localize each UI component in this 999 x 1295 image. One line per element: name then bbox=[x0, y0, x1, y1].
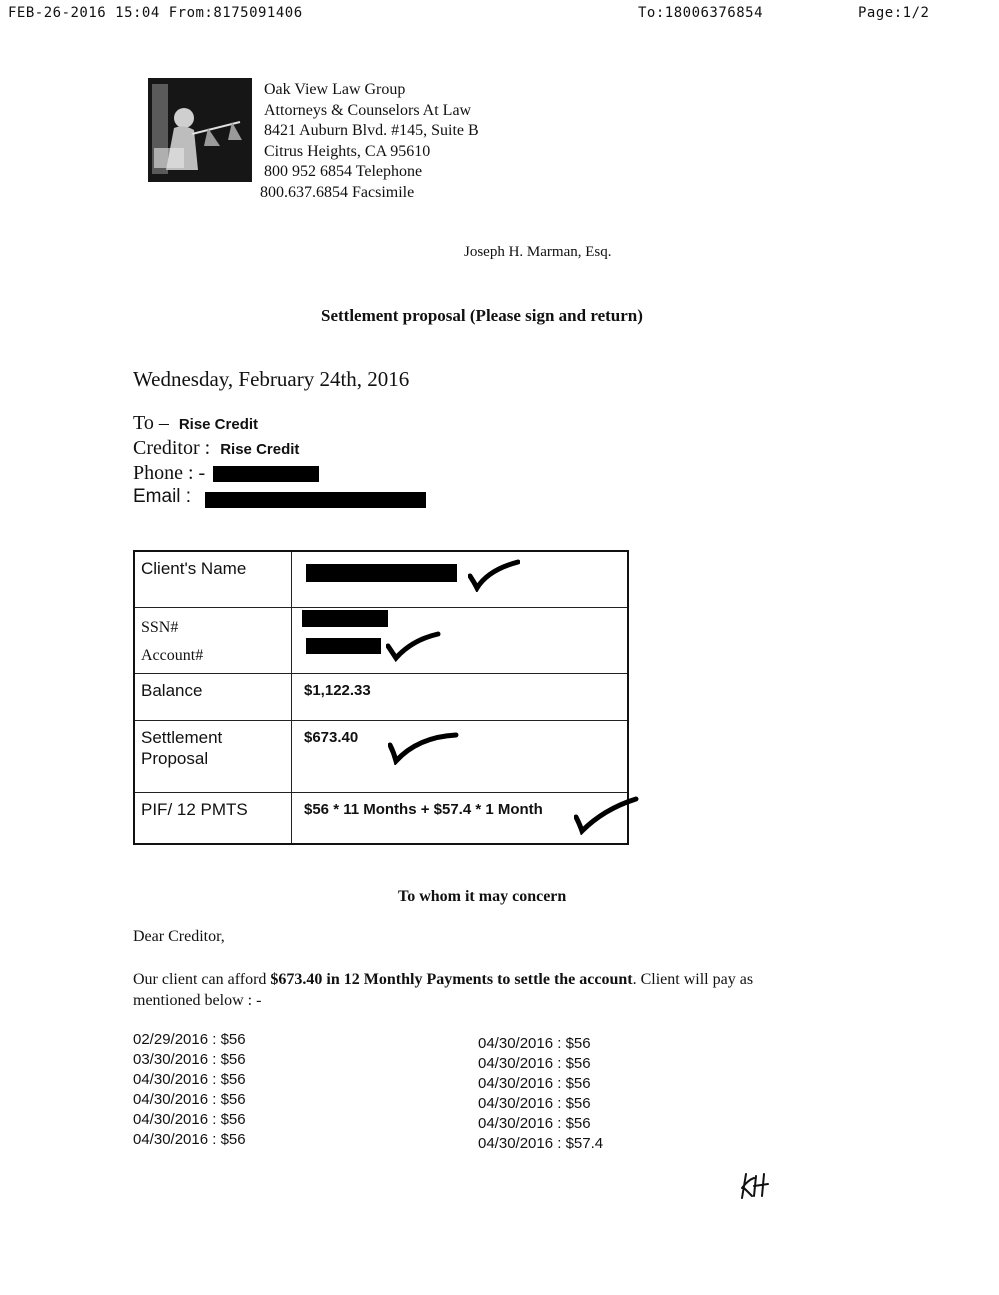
firm-facsimile: 800.637.6854 Facsimile bbox=[260, 183, 415, 201]
list-item: 04/30/2016 : $56 bbox=[478, 1075, 591, 1092]
firm-address-line2: Citrus Heights, CA 95610 bbox=[264, 142, 431, 160]
phone-label: Phone : - bbox=[133, 462, 206, 484]
list-item: 04/30/2016 : $56 bbox=[133, 1071, 246, 1088]
list-item: 04/30/2016 : $56 bbox=[133, 1131, 246, 1148]
balance-value: $1,122.33 bbox=[292, 673, 629, 720]
firm-name: Oak View Law Group bbox=[264, 81, 406, 98]
creditor-value: Rise Credit bbox=[220, 441, 300, 458]
client-name-label: Client's Name bbox=[134, 551, 292, 607]
recipient-to-row bbox=[133, 412, 258, 435]
initials-signature bbox=[738, 1168, 772, 1202]
fax-sent-line: FEB-26-2016 15:04 From:8175091406 bbox=[8, 5, 303, 21]
recipient-phone-row bbox=[133, 462, 205, 485]
settlement-value: $673.40 bbox=[304, 728, 359, 746]
settlement-label-line2: Proposal bbox=[141, 748, 209, 768]
email-label: Email : bbox=[133, 486, 192, 507]
fax-page-number: Page:1/2 bbox=[858, 5, 930, 21]
pif-value: $56 * 11 Months + $57.4 * 1 Month bbox=[304, 800, 543, 818]
list-item: 04/30/2016 : $56 bbox=[133, 1091, 246, 1108]
ssn-account-cell bbox=[292, 607, 629, 673]
email-redaction bbox=[205, 492, 426, 508]
attorney-name: Joseph H. Marman, Esq. bbox=[464, 244, 612, 260]
pif-cell bbox=[292, 792, 629, 844]
to-value: Rise Credit bbox=[178, 416, 259, 433]
table-row-balance bbox=[134, 673, 628, 720]
creditor-label: Creditor : bbox=[133, 437, 211, 459]
phone-redaction bbox=[213, 466, 319, 482]
balance-label: Balance bbox=[134, 673, 292, 720]
body-line1 bbox=[133, 971, 753, 989]
settlement-label-line1: Settlement bbox=[141, 727, 223, 747]
list-item: 04/30/2016 : $56 bbox=[478, 1115, 591, 1132]
body-text-bold: $673.40 in 12 Monthly Payments to settle the account bbox=[270, 971, 633, 988]
pif-label: PIF/ 12 PMTS bbox=[134, 792, 292, 844]
list-item: 03/30/2016 : $56 bbox=[133, 1051, 246, 1068]
firm-address-line1: 8421 Auburn Blvd. #145, Suite B bbox=[264, 122, 479, 139]
fax-to-line: To:18006376854 bbox=[638, 5, 764, 21]
list-item: 02/29/2016 : $56 bbox=[133, 1031, 246, 1048]
account-label: Account# bbox=[141, 646, 204, 664]
settlement-label-cell bbox=[134, 720, 292, 792]
recipient-creditor-row bbox=[133, 437, 299, 460]
account-redaction bbox=[306, 638, 381, 654]
firm-tagline: Attorneys & Counselors At Law bbox=[264, 101, 472, 119]
firm-logo bbox=[148, 78, 252, 182]
table-row-pif bbox=[134, 792, 628, 844]
schedule-left-list bbox=[133, 1030, 246, 1150]
recipient-email-row bbox=[133, 486, 191, 508]
table-row-ssn-account bbox=[134, 607, 628, 673]
list-item: 04/30/2016 : $57.4 bbox=[478, 1135, 604, 1152]
account-details-table bbox=[133, 550, 629, 845]
ssn-account-label-cell bbox=[134, 607, 292, 673]
list-item: 04/30/2016 : $56 bbox=[133, 1111, 246, 1128]
salutation-heading: To whom it may concern bbox=[398, 888, 567, 905]
checkmark-icon bbox=[386, 630, 442, 664]
body-text-part1: Our client can afford bbox=[133, 971, 271, 988]
schedule-right-list bbox=[478, 1034, 603, 1154]
list-item: 04/30/2016 : $56 bbox=[478, 1095, 591, 1112]
body-text-part2: . Client will pay as bbox=[632, 971, 754, 988]
ssn-redaction bbox=[302, 610, 388, 627]
table-row-client-name bbox=[134, 551, 628, 607]
list-item: 04/30/2016 : $56 bbox=[478, 1055, 591, 1072]
firm-telephone: 800 952 6854 Telephone bbox=[264, 163, 423, 180]
body-line2: mentioned below : - bbox=[133, 992, 262, 1009]
document-title: Settlement proposal (Please sign and return) bbox=[321, 306, 643, 325]
greeting: Dear Creditor, bbox=[133, 928, 225, 945]
settlement-cell bbox=[292, 720, 629, 792]
ssn-label: SSN# bbox=[141, 618, 179, 636]
firm-info-block bbox=[260, 80, 479, 203]
letter-date: Wednesday, February 24th, 2016 bbox=[133, 367, 410, 391]
list-item: 04/30/2016 : $56 bbox=[478, 1035, 591, 1052]
checkmark-icon bbox=[388, 729, 460, 765]
checkmark-icon bbox=[468, 558, 520, 592]
to-label: To – bbox=[133, 412, 169, 434]
client-name-cell bbox=[292, 551, 629, 607]
table-row-settlement bbox=[134, 720, 628, 792]
client-name-redaction bbox=[306, 564, 457, 582]
checkmark-icon bbox=[574, 795, 640, 835]
